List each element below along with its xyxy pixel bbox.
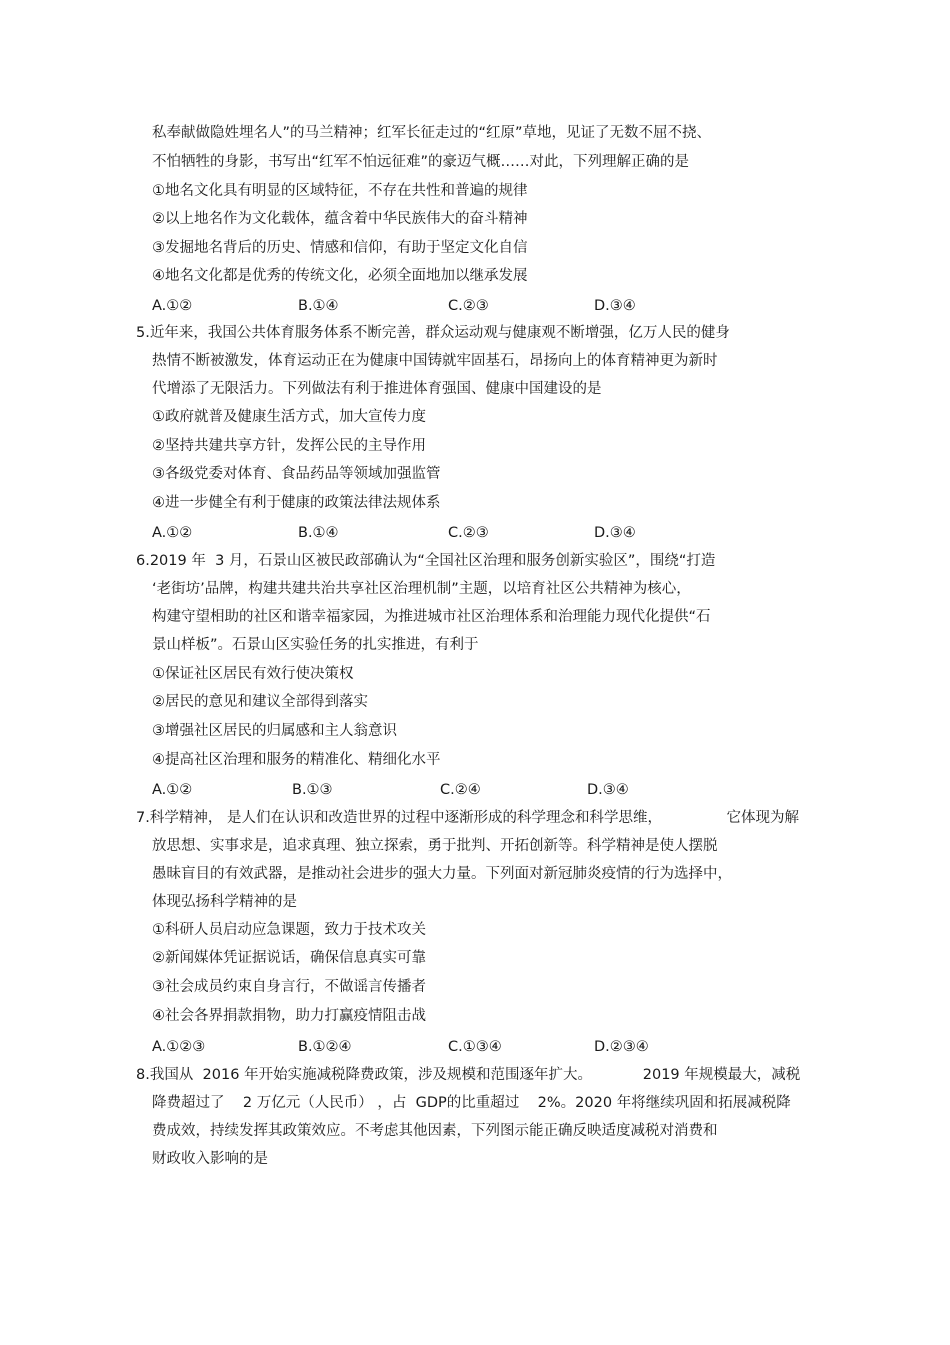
q4-option-b[interactable]: B.①④: [298, 298, 339, 314]
q5-line-3: 代增添了无限活力。下列做法有利于推进体育强国、健康中国建设的是: [152, 381, 602, 397]
q5-option-b[interactable]: B.①④: [298, 525, 339, 541]
q7-option-c[interactable]: C.①③④: [448, 1039, 502, 1055]
q6-statement-3: ③增强社区居民的归属感和主人翁意识: [152, 723, 397, 739]
q4-statement-1: ①地名文化具有明显的区域特征，不存在共性和普遍的规律: [152, 183, 528, 199]
q7-statement-1: ①科研人员启动应急课题，致力于技术攻关: [152, 922, 426, 938]
q4-option-a[interactable]: A.①②: [152, 298, 193, 314]
q7-line-2: 放思想、实事求是，追求真理、独立探索，勇于批判、开拓创新等。科学精神是使人摆脱: [152, 838, 718, 854]
q4-option-d[interactable]: D.③④: [594, 298, 636, 314]
q8-line-2: 降费超过了 2 万亿元（人民币） ，占 GDP的比重超过 2%。2020 年将继续巩固和拓展减税降: [152, 1095, 791, 1111]
q7-option-d[interactable]: D.②③④: [594, 1039, 649, 1055]
q5-statement-4: ④进一步健全有利于健康的政策法律法规体系: [152, 495, 441, 511]
q7-line-4: 体现弘扬科学精神的是: [152, 894, 297, 910]
q6-statement-4: ④提高社区治理和服务的精准化、精细化水平: [152, 752, 441, 768]
q6-statement-1: ①保证社区居民有效行使决策权: [152, 666, 354, 682]
q5-statement-2: ②坚持共建共享方针，发挥公民的主导作用: [152, 438, 426, 454]
q5-statement-1: ①政府就普及健康生活方式，加大宣传力度: [152, 409, 426, 425]
q7-option-a[interactable]: A.①②③: [152, 1039, 206, 1055]
q6-line-1: 6.2019 年 3 月，石景山区被民政部确认为“全国社区治理和服务创新实验区”，围绕“打造: [136, 553, 716, 569]
q5-statement-3: ③各级党委对体育、食品药品等领域加强监管: [152, 466, 441, 482]
q6-statement-2: ②居民的意见和建议全部得到落实: [152, 694, 368, 710]
q7-statement-2: ②新闻媒体凭证据说话，确保信息真实可靠: [152, 950, 426, 966]
q4-line-2: 不怕牺牲的身影，书写出“红军不怕远征难”的豪迈气概……对此，下列理解正确的是: [152, 154, 690, 170]
q7-line-3: 愚昧盲目的有效武器，是推动社会进步的强大力量。下列面对新冠肺炎疫情的行为选择中，: [152, 866, 732, 882]
q4-statement-2: ②以上地名作为文化载体，蕴含着中华民族伟大的奋斗精神: [152, 211, 528, 227]
q5-line-1: 5.近年来，我国公共体育服务体系不断完善，群众运动观与健康观不断增强，亿万人民的健身: [136, 325, 730, 341]
q6-option-a[interactable]: A.①②: [152, 782, 193, 798]
q4-statement-3: ③发掘地名背后的历史、情感和信仰，有助于坚定文化自信: [152, 240, 528, 256]
q8-line-3: 费成效，持续发挥其政策效应。不考虑其他因素，下列图示能正确反映适度减税对消费和: [152, 1123, 718, 1139]
q6-option-b[interactable]: B.①③: [292, 782, 333, 798]
q5-line-2: 热情不断被激发，体育运动正在为健康中国铸就牢固基石，昂扬向上的体育精神更为新时: [152, 353, 718, 369]
q5-option-d[interactable]: D.③④: [594, 525, 636, 541]
q4-option-c[interactable]: C.②③: [448, 298, 489, 314]
q8-line-1: 8.我国从 2016 年开始实施减税降费政策，涉及规模和范围逐年扩大。 2019 年规模最大，减税: [136, 1067, 801, 1083]
q5-option-a[interactable]: A.①②: [152, 525, 193, 541]
q5-option-c[interactable]: C.②③: [448, 525, 489, 541]
q7-statement-4: ④社会各界捐款捐物，助力打赢疫情阻击战: [152, 1008, 426, 1024]
q7-option-b[interactable]: B.①②④: [298, 1039, 352, 1055]
q6-option-d[interactable]: D.③④: [587, 782, 629, 798]
q4-statement-4: ④地名文化都是优秀的传统文化，必须全面地加以继承发展: [152, 268, 528, 284]
q7-line-1: 7.科学精神， 是人们在认识和改造世界的过程中逐渐形成的科学理念和科学思维， 它体现为解: [136, 810, 799, 826]
q6-line-4: 景山样板”。石景山区实验任务的扎实推进，有利于: [152, 637, 479, 653]
q8-line-4: 财政收入影响的是: [152, 1151, 268, 1167]
q7-statement-3: ③社会成员约束自身言行，不做谣言传播者: [152, 979, 426, 995]
q6-line-2: ‘老街坊’品牌，构建共建共治共享社区治理机制”主题，以培育社区公共精神为核心，: [152, 581, 691, 597]
q6-option-c[interactable]: C.②④: [440, 782, 481, 798]
q4-line-1: 私奉献做隐姓埋名人”的马兰精神；红军长征走过的“红原”草地，见证了无数不屈不挠、: [152, 125, 712, 141]
q6-line-3: 构建守望相助的社区和谐幸福家园，为推进城市社区治理体系和治理能力现代化提供“石: [152, 609, 711, 625]
